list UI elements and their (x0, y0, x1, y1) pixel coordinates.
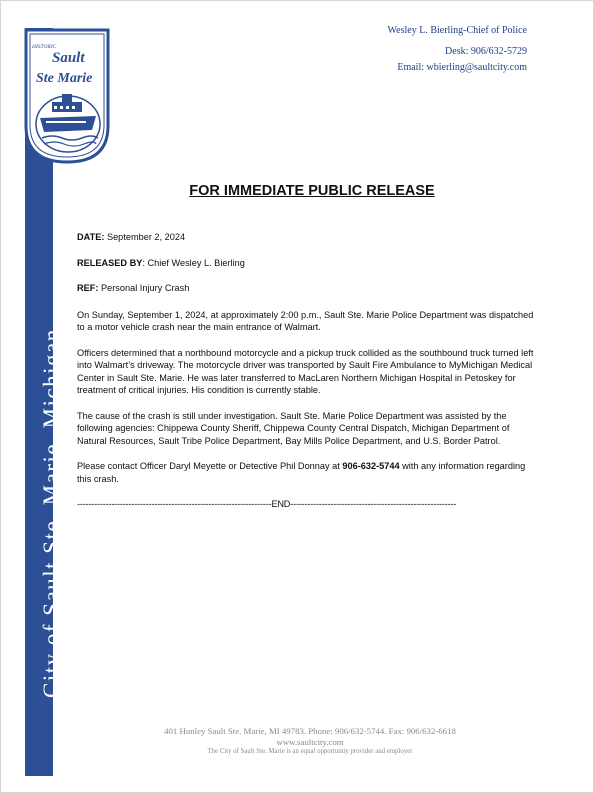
contact-phone: 906-632-5744 (342, 461, 400, 471)
date-label: DATE: (77, 232, 105, 242)
ref-label: REF: (77, 283, 99, 293)
footer-equal-opportunity: The City of Sault Ste. Marie is an equal opportunity provider and employer (207, 748, 413, 755)
release-title: FOR IMMEDIATE PUBLIC RELEASE (189, 183, 435, 199)
chief-name-line: Wesley L. Bierling-Chief of Police (387, 25, 527, 36)
contact-text-post: with any information regarding this crash. (77, 461, 526, 484)
ref-value: Personal Injury Crash (98, 283, 190, 293)
vertical-city-name: City of Sault Ste. Marie, Michigan (39, 328, 64, 698)
city-logo (22, 26, 112, 166)
paragraph-details: Officers determined that a northbound motorcycle and a pickup truck collided as the southbound truck turned left into Walmart’s driveway. The motorcycle driver was transported by Sault Fire Ambulance to MyMichigan Medical Center in Sault Ste. Marie. He was later transferred to MacLaren Northern Michigan Hospital in Petoskey for treatment of critical injuries. His condition is currently stable. (77, 347, 534, 395)
header-contact-block (388, 26, 527, 73)
date-row (77, 231, 537, 244)
paragraph-incident: On Sunday, September 1, 2024, at approximately 2:00 p.m., Sault Ste. Marie Police Department was dispatched to a motor vehicle crash near the main entrance of Walmart. (77, 309, 534, 332)
end-marker: --------------------------------------------------------------------END---------------------------------------------------------- (77, 499, 457, 509)
footer-website[interactable]: www.saultcity.com (276, 737, 344, 747)
footer-address: 401 Hunley Sault Ste. Marie, MI 49783. Phone: 906/632-5744. Fax: 906/632-6618 (164, 726, 456, 736)
logo-sault-text: Sault (52, 50, 85, 66)
desk-phone-line: Desk: 906/632-5729 (445, 46, 527, 57)
paragraph-contact (77, 460, 537, 485)
logo-historic-text: HISTORIC (32, 44, 57, 50)
date-value: September 2, 2024 (104, 232, 186, 242)
logo-stemarie-text: Ste Marie (36, 71, 93, 86)
released-by-value: : Chief Wesley L. Bierling (142, 257, 245, 268)
release-body (77, 231, 537, 524)
released-by-row (77, 257, 537, 270)
footer (120, 726, 500, 756)
released-by-label: RELEASED BY (77, 257, 143, 268)
contact-text-pre: Please contact Officer Daryl Meyette or Detective Phil Donnay at (77, 461, 343, 471)
paragraph-investigation: The cause of the crash is still under investigation. Sault Ste. Marie Police Department was assisted by the following agencies: Chippewa County Sheriff, Chippewa County Central Dispatch, Michigan Department of Natural Resources, Sault Tribe Police Department, Bay Mills Police Department, and U.S. Border Patrol. (77, 410, 510, 446)
email-line: Email: wbierling@saultcity.com (397, 62, 527, 73)
ref-row (77, 282, 537, 295)
